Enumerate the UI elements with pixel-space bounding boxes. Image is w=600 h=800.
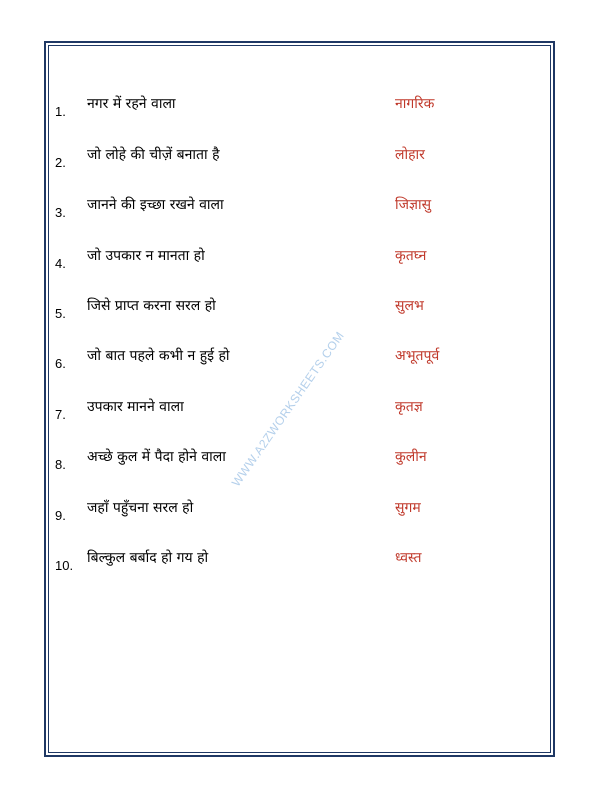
item-phrase: जो उपकार न मानता हो bbox=[87, 248, 205, 264]
item-phrase: जिसे प्राप्त करना सरल हो bbox=[87, 298, 216, 314]
item-phrase: बिल्कुल बर्बाद हो गय हो bbox=[87, 550, 209, 566]
item-number: 9. bbox=[55, 508, 66, 523]
list-item bbox=[0, 447, 600, 477]
item-phrase: जो बात पहले कभी न हुई हो bbox=[87, 348, 230, 364]
list-item bbox=[0, 346, 600, 376]
item-phrase: अच्छे कुल में पैदा होने वाला bbox=[87, 449, 226, 465]
list-item bbox=[0, 498, 600, 528]
item-answer: सुगम bbox=[395, 500, 421, 516]
item-answer: लोहार bbox=[395, 147, 425, 163]
item-answer: कृतघ्न bbox=[395, 248, 427, 264]
item-answer: नागरिक bbox=[395, 96, 435, 112]
list-item bbox=[0, 195, 600, 225]
item-number: 5. bbox=[55, 306, 66, 321]
item-number: 6. bbox=[55, 356, 66, 371]
item-answer: ध्वस्त bbox=[395, 550, 422, 566]
item-number: 7. bbox=[55, 407, 66, 422]
watermark-text: WWW.A2ZWORKSHEETS.COM bbox=[228, 328, 347, 490]
item-answer: जिज्ञासु bbox=[395, 197, 432, 213]
item-number: 3. bbox=[55, 205, 66, 220]
list-item bbox=[0, 296, 600, 326]
item-number: 4. bbox=[55, 256, 66, 271]
list-item bbox=[0, 94, 600, 124]
item-phrase: जानने की इच्छा रखने वाला bbox=[87, 197, 224, 213]
list-item bbox=[0, 548, 600, 578]
item-phrase: उपकार मानने वाला bbox=[87, 399, 184, 415]
item-answer: अभूतपूर्व bbox=[395, 348, 440, 364]
item-answer: सुलभ bbox=[395, 298, 424, 314]
item-number: 1. bbox=[55, 104, 66, 119]
item-answer: कृतज्ञ bbox=[395, 399, 423, 415]
item-phrase: जो लोहे की चीज़ें बनाता है bbox=[87, 147, 220, 163]
item-answer: कुलीन bbox=[395, 449, 427, 465]
item-number: 8. bbox=[55, 457, 66, 472]
item-number: 10. bbox=[55, 558, 74, 573]
item-phrase: जहाँ पहुँचना सरल हो bbox=[87, 500, 194, 516]
item-number: 2. bbox=[55, 155, 66, 170]
list-item bbox=[0, 246, 600, 276]
item-phrase: नगर में रहने वाला bbox=[87, 96, 176, 112]
list-item bbox=[0, 145, 600, 175]
